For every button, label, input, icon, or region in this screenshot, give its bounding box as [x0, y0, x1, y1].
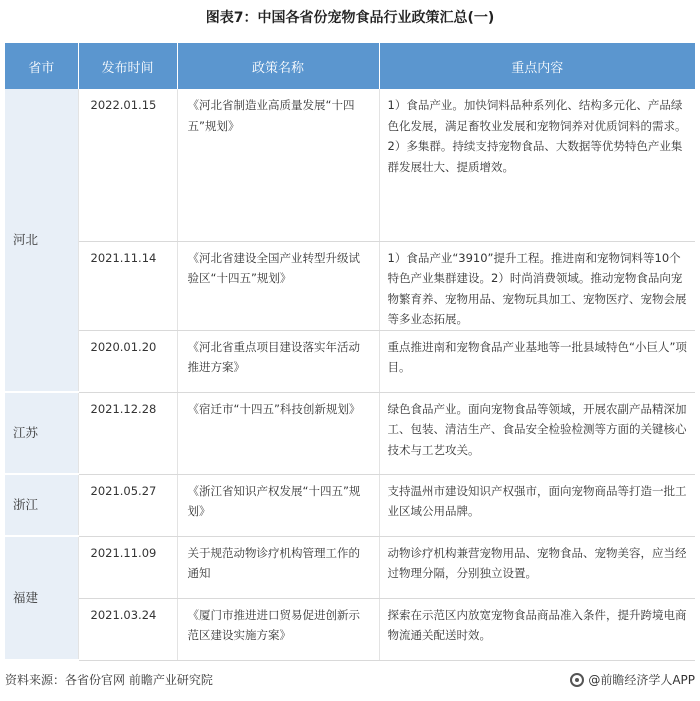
policy-cell: 《浙江省知识产权发展“十四五”规划》: [187, 483, 361, 518]
brand-credit: [570, 671, 695, 688]
content-cell: 重点推进南和宠物食品产业基地等一批县域特色“小巨人”项目。: [387, 339, 687, 374]
province-cell: 浙江: [5, 474, 78, 536]
header-policy: 政策名称: [177, 43, 379, 89]
province-cell: 江苏: [5, 392, 78, 474]
brand-logo-icon: [570, 673, 584, 687]
policy-cell: 《河北省制造业高质量发展“十四五”规划》: [187, 98, 355, 133]
header-province: 省市: [5, 43, 78, 89]
footer: [5, 671, 695, 691]
content-cell: 支持温州市建设知识产权强市，面向宠物商品等打造一批工业区域公用品牌。: [387, 483, 687, 518]
province-cell: 河北: [5, 89, 78, 392]
table-row: [5, 598, 695, 660]
header-content: 重点内容: [379, 43, 695, 89]
province-cell: 福建: [5, 536, 78, 660]
table-header-row: [5, 43, 695, 89]
policy-cell: 《河北省建设全国产业转型升级试验区“十四五”规划》: [187, 250, 360, 285]
table-row: [5, 536, 695, 598]
table-row: [5, 392, 695, 474]
date-cell: 2021.12.28: [90, 401, 157, 416]
brand-text: @前瞻经济学人APP: [588, 673, 695, 687]
policy-table: [5, 43, 695, 661]
table-row: [5, 241, 695, 330]
content-cell: 1）食品产业。加快饲料品种系列化、结构多元化、产品绿色化发展，满足畜牧业发展和宠物饲养对优质饲料的需求。 2）多集群。持续支持宠物食品、大数据等优势特色产业集群发展壮大、提质增效。: [387, 98, 687, 174]
content-cell: 1）食品产业“3910”提升工程。推进南和宠物饲料等10个特色产业集群建设。2）时尚消费领域。推动宠物食品向宠物繁育养、宠物用品、宠物玩具加工、宠物医疗、宠物会展等多业态拓展。: [387, 250, 687, 326]
table-row: [5, 474, 695, 536]
policy-cell: 关于规范动物诊疗机构管理工作的通知: [187, 545, 360, 580]
date-cell: 2022.01.15: [90, 98, 157, 112]
content-cell: 动物诊疗机构兼营宠物用品、宠物食品、宠物美容，应当经过物理分隔，分别独立设置。: [387, 545, 687, 580]
policy-cell: 《河北省重点项目建设落实年活动推进方案》: [187, 339, 360, 374]
date-cell: 2021.03.24: [90, 607, 157, 622]
content-cell: 探索在示范区内放宽宠物食品商品准入条件，提升跨境电商物流通关配送时效。: [387, 607, 687, 642]
policy-cell: 《宿迁市“十四五”科技创新规划》: [187, 401, 361, 416]
content-cell: 绿色食品产业。面向宠物食品等领域，开展农副产品精深加工、包装、清洁生产、食品安全检验检测等方面的关键核心技术与工艺攻关。: [387, 401, 687, 457]
date-cell: 2021.11.09: [90, 545, 157, 560]
date-cell: 2021.11.14: [90, 250, 157, 265]
source-note: 资料来源：各省份官网 前瞻产业研究院: [5, 673, 213, 687]
table-row: [5, 89, 695, 241]
policy-cell: 《厦门市推进进口贸易促进创新示范区建设实施方案》: [187, 607, 360, 642]
date-cell: 2021.05.27: [90, 483, 157, 498]
date-cell: 2020.01.20: [90, 339, 157, 354]
table-row: [5, 330, 695, 392]
header-date: 发布时间: [78, 43, 177, 89]
chart-title: 图表7：中国各省份宠物食品行业政策汇总(一): [205, 10, 495, 26]
